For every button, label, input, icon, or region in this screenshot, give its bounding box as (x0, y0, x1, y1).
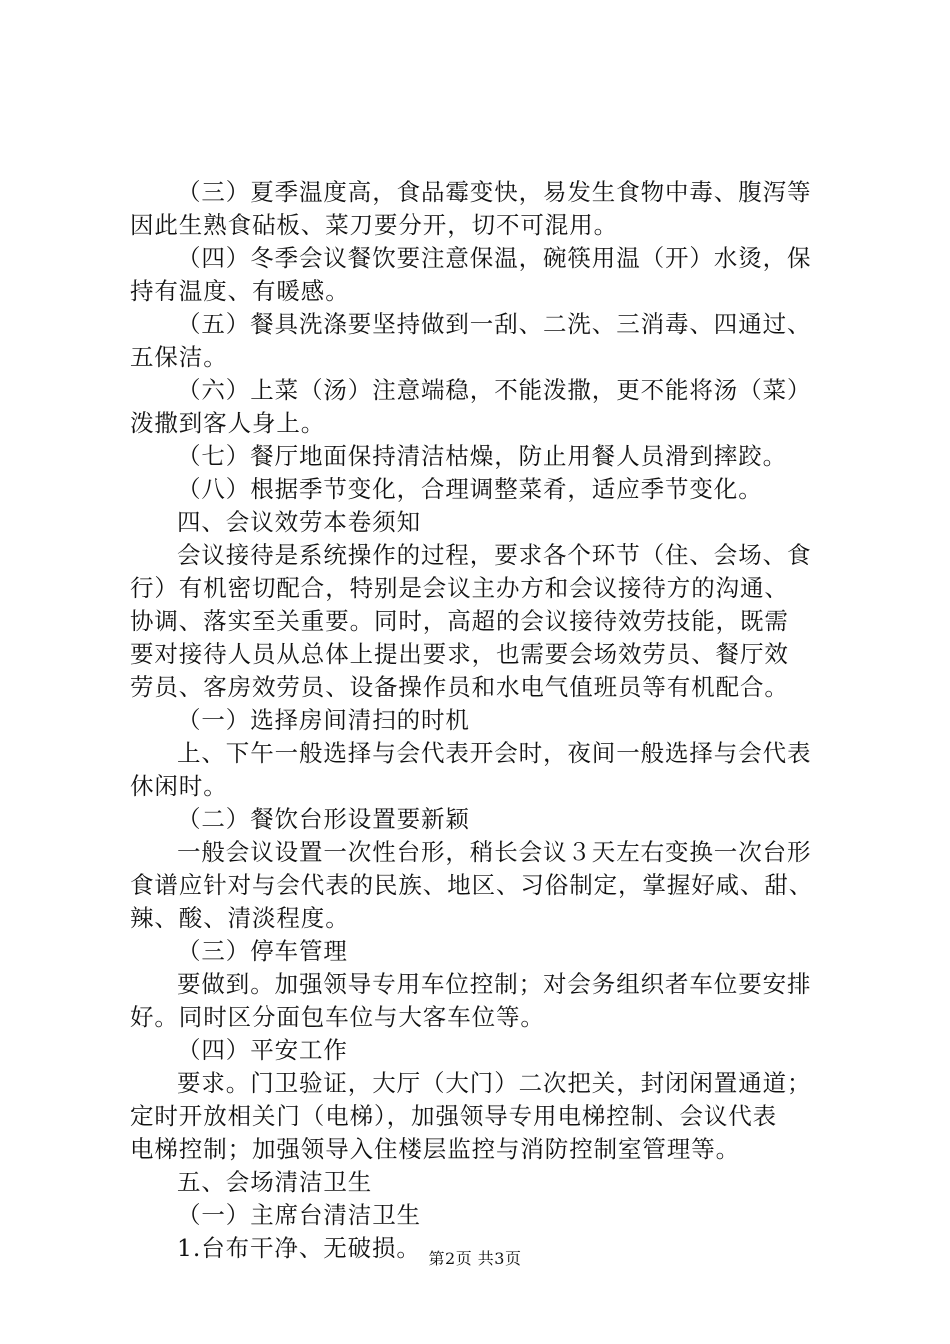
paragraph (130, 308, 840, 374)
paragraph (130, 1067, 840, 1166)
text-line: （四）冬季会议餐饮要注意保温，碗筷用温（开）水烫，保 (177, 244, 812, 272)
text-line: （一）选择房间清扫的时机 (177, 706, 470, 734)
text-line: 要做到。加强领导专用车位控制；对会务组织者车位要安排 (177, 970, 812, 998)
text-line: 食谱应针对与会代表的民族、地区、习俗制定，掌握好咸、甜、 (130, 871, 814, 899)
text-line: （四）平安工作 (177, 1036, 348, 1064)
text-line: （五）餐具洗涤要坚持做到一刮、二洗、三消毒、四通过、 (177, 310, 812, 338)
text-line: 辣、酸、清淡程度。 (130, 904, 350, 932)
text-line: 要对接待人员从总体上提出要求，也需要会场效劳员、餐厅效 (130, 640, 789, 668)
text-line: 好。同时区分面包车位与大客车位等。 (130, 1003, 545, 1031)
text-line: 行）有机密切配合，特别是会议主办方和会议接待方的沟通、 (130, 574, 789, 602)
text-line: （二）餐饮台形设置要新颖 (177, 805, 470, 833)
text-line: 会议接待是系统操作的过程，要求各个环节（住、会场、食 (177, 541, 812, 569)
text-line: 五、会场清洁卫生 (177, 1168, 373, 1196)
paragraph (130, 440, 840, 473)
paragraph (130, 737, 840, 803)
text-line: 要求。门卫验证，大厅（大门）二次把关，封闭闲置通道； (177, 1069, 812, 1097)
text-line: 一般会议设置一次性台形，稍长会议３天左右变换一次台形 (177, 838, 812, 866)
text-line: （六）上菜（汤）注意端稳，不能泼撒，更不能将汤（菜） (177, 376, 812, 404)
text-line: （八）根据季节变化，合理调整菜肴，适应季节变化。 (177, 475, 763, 503)
text-line: 五保洁。 (130, 343, 228, 371)
text-line: 上、下午一般选择与会代表开会时，夜间一般选择与会代表 (177, 739, 812, 767)
text-line: （三）夏季温度高，食品霉变快，易发生食物中毒、腹泻等 (177, 178, 812, 206)
paragraph (130, 506, 840, 539)
text-line: 协调、落实至关重要。同时，高超的会议接待效劳技能，既需 (130, 607, 789, 635)
paragraph (130, 1034, 840, 1067)
text-line: 持有温度、有暖感。 (130, 277, 350, 305)
paragraph (130, 176, 840, 242)
paragraph (130, 704, 840, 737)
paragraph (130, 1166, 840, 1199)
text-line: 四、会议效劳本卷须知 (177, 508, 421, 536)
text-line: 电梯控制；加强领导入住楼层监控与消防控制室管理等。 (130, 1135, 740, 1163)
text-line: （三）停车管理 (177, 937, 348, 965)
page-footer: 第2页 共3页 (428, 1249, 522, 1268)
text-line: 休闲时。 (130, 772, 228, 800)
paragraph (130, 374, 840, 440)
text-line: （一）主席台清洁卫生 (177, 1201, 421, 1229)
text-line: （七）餐厅地面保持清洁枯燥，防止用餐人员滑到摔跤。 (177, 442, 787, 470)
paragraph (130, 473, 840, 506)
text-line: 因此生熟食砧板、菜刀要分开，切不可混用。 (130, 211, 618, 239)
paragraph (130, 539, 840, 704)
text-line: 泼撒到客人身上。 (130, 409, 326, 437)
paragraph (130, 242, 840, 308)
text-line: 1.台布干净、无破损。 (177, 1234, 421, 1262)
paragraph (130, 836, 840, 935)
text-line: 定时开放相关门（电梯），加强领导专用电梯控制、会议代表 (130, 1102, 778, 1130)
paragraph (130, 1199, 840, 1232)
paragraph (130, 935, 840, 968)
paragraph (130, 803, 840, 836)
document-body (130, 176, 840, 1265)
paragraph (130, 968, 840, 1034)
text-line: 劳员、客房效劳员、设备操作员和水电气值班员等有机配合。 (130, 673, 789, 701)
